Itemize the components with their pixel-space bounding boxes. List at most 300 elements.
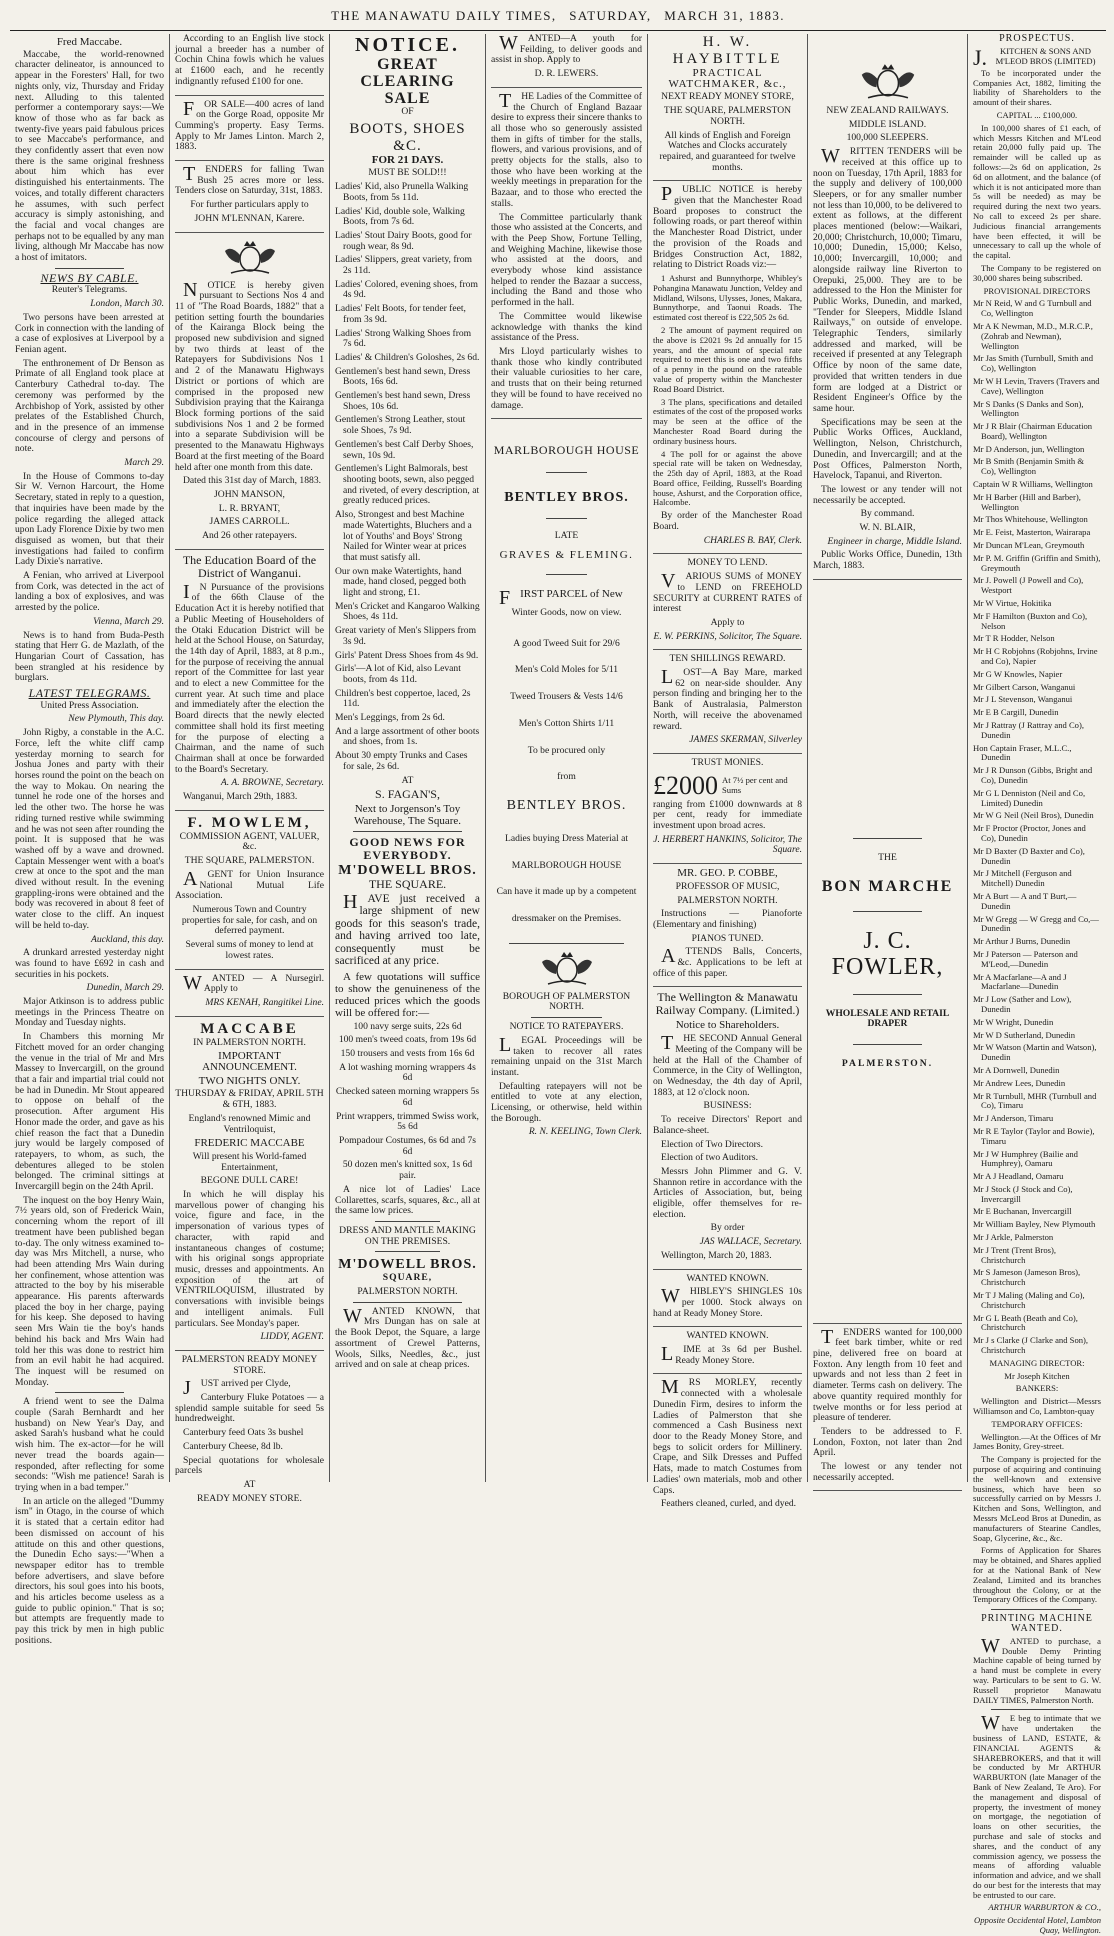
cable-item: In the House of Commons to-day Sir W. Vernon Harcourt, the Home Secretary, stated in reply to a question, that inquiries have been made by the police regarding the alleged attack upon Lady Florence Dixie by two men disguised as women, but that their investigations had failed to confirm Lady Dixie's narrative. xyxy=(15,470,164,568)
dungan-ad: WANTED KNOWN, that Mrs Dungan has on sale at the Book Depot, the Square, a large assortment of Crewel Patterns, Wools, Silks, Needles, &c., just arrived and on sale at cheap prices. xyxy=(335,1304,480,1371)
divider xyxy=(853,911,922,912)
latest-item: In Chambers this morning Mr Fitchett moved for an order changing the venue in the trial of Mr and Mrs Massey to Invercargill, on the ground that a fair and impartial trial could not be had in Dunedin. Mr Stout appeared to oppose on behalf of the prosecution. After argument His Honor made the order, and gave as his chief reason the fact that a Dunedin jury would be largely composed of ratepayers, to whom, as such, the debentures alleged to be stolen belonged. The criminal sittings at Invercargill begin on the 24th April. xyxy=(15,1031,164,1193)
bon-marche-heading: BON MARCHE xyxy=(821,877,954,895)
list-item: Mr G W Knowles, Napier xyxy=(973,668,1063,679)
first-parcel: FIRST PARCEL of New xyxy=(499,587,623,610)
printing-heading: PRINTING MACHINE WANTED. xyxy=(981,1613,1093,1634)
pn-signature: CHARLES B. BAY, Clerk. xyxy=(703,534,802,546)
divider xyxy=(55,268,124,269)
morley-ad xyxy=(653,1378,802,1509)
divider xyxy=(853,994,922,995)
list-item: Mr J Stock (J Stock and Co), Invercargill xyxy=(973,1183,1073,1204)
mcdowell-palmerston: PALMERSTON NORTH. xyxy=(357,1286,458,1298)
divider xyxy=(55,1392,124,1393)
tenders-signature: JOHN M'LENNAN, Karere. xyxy=(194,212,305,224)
list-item: Mr W Watson (Martin and Watson), Dunedin xyxy=(973,1042,1097,1063)
mcdowell-price-list xyxy=(335,1022,480,1182)
borough-heading: BOROUGH OF PALMERSTON NORTH. xyxy=(502,990,631,1013)
education-place: Wanganui, March 29th, 1883. xyxy=(183,791,298,803)
list-item: Checked sateen morning wrappers 5s 6d xyxy=(335,1086,480,1108)
shingles-text: WHIBLEY'S SHINGLES 10s per 1000. Stock always on hand at Ready Money Store. xyxy=(653,1285,802,1319)
latest-item: A drunkard arrested yesterday night was found to have £692 in cash and securities in his pockets. xyxy=(15,947,164,980)
rms-special: Special quotations for wholesale parcels xyxy=(175,1454,324,1477)
columns xyxy=(10,32,1106,1936)
masthead xyxy=(10,6,1106,26)
bentley-late: LATE xyxy=(554,529,579,541)
list-item: Mr H C Robjohns (Robjohns, Irvine and Co), Napier xyxy=(973,646,1098,667)
list-item: Gentlemen's Light Balmorals, best shooting boots, sewn, also pegged and riveted, of every description, at greatly reduced prices. xyxy=(335,463,480,507)
list-item: Captain W R Williams, Wellington xyxy=(973,479,1093,490)
railway-order: By order xyxy=(710,1222,745,1234)
divider xyxy=(853,1044,922,1045)
list-item: Mr Andrew Lees, Dunedin xyxy=(973,1077,1066,1088)
bon-the: THE xyxy=(878,851,897,863)
mi-heading: MIDDLE ISLAND. xyxy=(848,118,927,130)
company-purpose: The Company is projected for the purpose of acquiring and continuing the well-known and extensive business, which have been so successfully carried on by Messrs J. Kitchen and Sons, Wellington, and Messrs McLeod Bros at Dunedin, as manufacturers of Stearine Candles, Soap, Glycerine, &c., &c. xyxy=(973,1454,1101,1543)
maccabe-ad-title: MACCABE xyxy=(200,1020,299,1037)
notice-petition-text: NOTICE is hereby given pursuant to Sections Nos 4 and 11 of "The Road Boards, 1882" that a petition setting fourth the boundaries of the Kairanga Block being the proposed new subdivision and signed by two thirds at least of the Ratepayers for Subdivisions Nos 1 and 2 of the Manawatu Highways District or portions of which are comprised in the proposed new Subdivision praying that the Kairanga Block forming portions of the said subdivisions Nos 1 and 2 be formed into a separate Subdivision will be presented to the Manawatu Highways Board at the first meeting of the Board held after one month from this date. xyxy=(175,278,324,473)
clearing-sale-heading: GREAT CLEARING SALE xyxy=(360,56,455,107)
royal-crest-icon xyxy=(175,237,324,277)
list-item: Mr W Wright, Dunedin xyxy=(973,1016,1054,1027)
marlborough-heading-2: MARLBOROUGH HOUSE xyxy=(511,859,622,871)
trust-rate: At 7½ per cent and Sums xyxy=(722,774,788,795)
list-item: Mr F Hamilton (Buxton and Co), Nelson xyxy=(973,610,1088,631)
list-item: Great variety of Men's Slippers from 3s 9d. xyxy=(335,625,477,647)
pn-item: 1 Ashurst and Bunnythorpe, Whibley's Pohangina Manawatu Junction, Veldey and Midland, Wilsons, Ulysses, Jones, Makara, Bunnythorpe, and Taonui Roads. The estimated cost thereof is £22,505 2s 6d. xyxy=(653,272,802,323)
bazaar-thanks xyxy=(491,89,642,419)
public-notice: PUBLIC NOTICE is hereby given that the Manchester Road Board proposes to construct the following roads, or part thereof within the Manchester Road District, under the provision of the Roads and Bridges Construction Act, 1882, relating to District Roads viz:— xyxy=(653,183,802,271)
land-sale-text: FOR SALE—400 acres of land on the Gorge Road, opposite Mr Cumming's property. Easy Terms. Apply to Mr James Linton. March 2, 1883. xyxy=(175,97,324,153)
column-2 xyxy=(170,33,330,1504)
friend-paragraph: A friend went to see the Dalma couple (Sarah Bernhardt and her husband) on New Year's Day, and asked Sarah's husband what he could wish him. The ex-actor—for he will never tread the boards again—responded, after reflecting for some seconds: "Wish me patience! Sarah is trying when in a bad temper." xyxy=(15,1396,164,1493)
haybittle-name: H. W. HAYBITTLE xyxy=(672,34,783,67)
list-item: Ladies' Felt Boots, for tender feet, from 3s 9d. xyxy=(335,303,466,325)
cobbe-prof: PROFESSOR OF MUSIC, xyxy=(675,880,780,892)
list-item: Mr Gilbert Carson, Wanganui xyxy=(973,681,1076,692)
list-item: Mr J W Humphrey (Bailie and Humphrey), Oamaru xyxy=(973,1148,1078,1169)
money-signature: E. W. PERKINS, Solicitor, The Square. xyxy=(653,630,802,642)
list-item: Ladies' Kid, also Prunella Walking Boots, from 5s 11d. xyxy=(335,181,469,203)
list-item: Mr E B Cargill, Dunedin xyxy=(973,707,1059,718)
cobbe-tuned: PIANOS TUNED. xyxy=(691,932,764,944)
notice-signature: JAMES CARROLL. xyxy=(209,516,290,528)
nzr-heading: NEW ZEALAND RAILWAYS. xyxy=(826,105,949,116)
divider xyxy=(546,472,587,473)
haybittle-watch: PRACTICAL WATCHMAKER, &c., xyxy=(668,67,787,90)
latest-item: The inquest on the boy Henry Wain, 7½ years old, son of Frederick Wain, concerning whom the report of ill treatment have been published began to-day. The only witness examined to-day was Mrs Mitchell, a nurse, who had been attending Mrs Wain during her confinement, whose attention was attracted to the boy by his miserable appearance. His parents afterwards placed the boy in her charge, paying for his keep. She deposed to having seen Mrs Wain tie the boy's hands behind his back and Mrs Wain had told her this was done to restrict him from an evil habit he had acquired. The inquest will be resumed on Monday. xyxy=(15,1194,164,1388)
bark-address: Tenders to be addressed to F. London, Foxton, not later than 2nd April. xyxy=(813,1425,962,1459)
notice-heading: NOTICE. xyxy=(355,34,460,56)
notice-signature: L. R. BRYANT, xyxy=(218,502,281,514)
railways-tender-ad xyxy=(813,106,962,580)
maccabe-ad-agent: LIDDY, AGENT. xyxy=(260,1331,324,1343)
railway-title: The Wellington & Manawatu Railway Company. (Limited.) xyxy=(655,990,800,1018)
bentley-heading-2: BENTLEY BROS. xyxy=(506,797,627,813)
railway-date: Wellington, March 20, 1883. xyxy=(661,1249,772,1261)
latest-item: John Rigby, a constable in the A.C. Force, left the white cliff camp yesterday morning to search for Joshua Jones and party with their horses round the point on the beach on the way to Mokau. On nearing the tunnel he rode one of the horses and led the other two. The horse he was riding turned restive while swimming and he was not seen after rounding the point. It is supposed that he was washed off by a wave and drowned. Captain Messenger went with a boat's crew at once to the spot and the man dived without result. In the evening grappling-irons were obtained and the body was recovered in about 8 feet of water close to the cliff. An inquest will be held to-day. xyxy=(15,727,164,931)
list-item: Mr W Gregg — W Gregg and Co,—Dunedin xyxy=(973,913,1099,934)
bazaar-para: The Committee would likewise acknowledge with thanks the kind assistance of the Press. xyxy=(491,310,642,344)
list-item: Mr E Buchanan, Invercargill xyxy=(973,1206,1072,1217)
money-heading: MONEY TO LEND. xyxy=(687,557,768,569)
boots-heading: BOOTS, SHOES &C. xyxy=(349,120,466,154)
divider xyxy=(546,518,587,519)
railway-b: To receive Directors' Report and Balance-sheet. xyxy=(653,1114,802,1136)
list-item: Hon Captain Fraser, M.L.C., Dunedin xyxy=(973,742,1072,763)
maccabe-title: Fred Maccabe. xyxy=(56,36,123,48)
prospectus-heading: PROSPECTUS. xyxy=(999,33,1075,44)
company-name: KITCHEN & SONS AND M'LEOD BROS (LIMITED) xyxy=(995,45,1096,66)
mcdowell-heading-2: M'DOWELL BROS. xyxy=(338,1257,477,1273)
list-item: Mr G L Denniston (Neil and Co, Limited) Dunedin xyxy=(973,787,1086,808)
list-item: Mr J Mitchell (Ferguson and Mitchell) Dunedin xyxy=(973,868,1072,889)
divider xyxy=(546,574,587,575)
divider xyxy=(531,1017,602,1018)
list-item: Ladies' Colored, evening shoes, from 4s 9d. xyxy=(335,278,478,301)
trust-monies-ad xyxy=(653,758,802,864)
mowlem-role: COMMISSION AGENT, VALUER, &c. xyxy=(179,830,320,853)
maccabe-ad xyxy=(175,1021,324,1351)
cable-title: NEWS BY CABLE. xyxy=(40,270,139,285)
price-line: A good Tweed Suit for 29/6 xyxy=(513,637,620,649)
fagan-at: AT xyxy=(401,774,414,786)
list-item: Mr A Dornwell, Dunedin xyxy=(973,1064,1060,1075)
divider xyxy=(353,831,462,832)
list-item: Mr H Barber (Hill and Barber), Wellington xyxy=(973,491,1081,512)
list-item: Gentlemen's Strong Leather, stout sole Shoes, 7s 9d. xyxy=(335,414,466,437)
price-line: Tweed Trousers & Vests 14/6 xyxy=(510,691,623,703)
md-heading: MANAGING DIRECTOR: xyxy=(989,1357,1085,1368)
lime-ad xyxy=(653,1331,802,1374)
list-item: Mr G L Beath (Beath and Co), Christchurch xyxy=(973,1312,1078,1333)
defaulting: Defaulting ratepayers will not be entitled to vote at any election, Licensing, or otherwise, held within the Borough. xyxy=(491,1080,642,1124)
list-item: Children's best coppertoe, laced, 2s 11d. xyxy=(335,687,471,710)
fowler-name: J. C. FOWLER, xyxy=(831,927,944,980)
bentley-heading: BENTLEY BROS. xyxy=(504,489,629,505)
list-item: Mr S Jameson (Jameson Bros), Christchurch xyxy=(973,1267,1081,1288)
education-signature: A. A. BROWNE, Secretary. xyxy=(220,777,324,789)
money-to-lend-ad xyxy=(653,558,802,650)
winter-goods: Winter Goods, now on view. xyxy=(511,607,622,619)
temp-heading: TEMPORARY OFFICES: xyxy=(991,1418,1083,1429)
wanted-known: WANTED KNOWN. xyxy=(686,1330,769,1342)
list-item: Mr B Smith (Benjamin Smith & Co), Wellington xyxy=(973,456,1085,477)
list-item: Mr T R Hodder, Nelson xyxy=(973,633,1055,644)
list-item: Mr T J Maling (Maling and Co), Christchurch xyxy=(973,1290,1085,1310)
bazaar-para: Mrs Lloyd particularly wishes to thank those who kindly contributed their valuable curiosities to her care, and trusts that on their being returned they will be found to have received no damage. xyxy=(491,345,642,411)
cable-reuter: Reuter's Telegrams. xyxy=(51,284,128,296)
capital: CAPITAL ... £100,000. xyxy=(996,109,1078,120)
price-line: Men's Cold Moles for 5/11 xyxy=(514,664,619,676)
list-item: Mr W G Neil (Neil Bros), Dunedin xyxy=(973,810,1094,821)
list-item: Mr D Baxter (D Baxter and Co), Dunedin xyxy=(973,845,1085,866)
procured-only: To be procured only xyxy=(527,744,606,756)
list-item: Mr E. Feist, Masterton, Wairarapa xyxy=(973,527,1091,538)
lime-text: LIME at 3s 6d per Bushel. Ready Money Store. xyxy=(661,1343,802,1366)
money-body: VARIOUS SUMS of MONEY to LEND on FREEHOLD SECURITY at CURRENT RATES of interest xyxy=(653,570,802,615)
trust-amount-row xyxy=(653,772,802,800)
ratepayers-heading: NOTICE TO RATEPAYERS. xyxy=(509,1021,624,1033)
list-item: Mr J Arkle, Palmerston xyxy=(973,1232,1054,1243)
directors-list xyxy=(973,299,1101,1356)
spacer xyxy=(813,584,962,834)
written-tenders: WRITTEN TENDERS will be received at this office up to noon on Tuesday, 17th April, 1883 for the supply and delivery of 100,000 Sleepers, or for any smaller number not less than 10,000, to be delivered to extent as follows, at the different places mentioned (below:—Waikari, 20,000; Christchurch, 10,000; Timaru, 10,000; Dunedin, 15,000; Kelso, 10,000; Invercargill, 10,000; and alongside railway line Riverton to Orepuki, 25,000. They are to be addressed to the Hon the Minister for Public Works, Dunedin, and marked, "Tender for Sleepers, Middle Island Railways," on outside of envelope. Telegraphic Tenders, similarly addressed and marked, will be received if presented at any Telegraph Office by noon of the same date, provided that written tenders in due form are lodged at a District or Resident Engineer's Office by the same hour. xyxy=(813,145,962,414)
latest-dateline: Dunedin, March 29. xyxy=(86,982,164,994)
royal-crest-icon xyxy=(813,60,962,102)
list-item: Gentlemen's best Calf Derby Shoes, sewn, 10s 9d. xyxy=(335,438,474,461)
company-name-row xyxy=(973,44,1101,70)
mowlem-ad xyxy=(175,815,324,970)
trust-heading: TRUST MONIES. xyxy=(691,756,764,768)
railway-retire: Messrs John Plimmer and G. V. Shannon retire in accordance with the Articles of Association, but, being eligible, offer themselves for re-election. xyxy=(653,1165,802,1220)
list-item: Mr W Virtue, Hokitika xyxy=(973,598,1052,609)
cable-item: News is to hand from Buda-Pesth stating that Herr G. de Mazlath, of the Hungarian Court of Cassation, has been strangled at his residence by burglars. xyxy=(15,629,164,684)
tenders-ad xyxy=(175,165,324,233)
masthead-date: MARCH 31, 1883. xyxy=(664,8,785,23)
boots-price-list xyxy=(335,182,480,772)
list-item: Men's Cricket and Kangaroo Walking Shoes, 4s 11d. xyxy=(335,600,480,623)
dress-making: DRESS AND MANTLE MAKING ON THE PREMISES. xyxy=(339,1224,476,1247)
tenders-apply: For further particulars apply to xyxy=(190,199,309,211)
list-item: Mr J Trent (Trent Bros), Christchurch xyxy=(973,1244,1057,1265)
pn-item: 4 The poll for or against the above special rate will be taken on Wednesday, the 25th day of April, 1883, at the Road Board office, Feilding, Russell's Boarding house, Ashurst, and the Corporation office, Halcombe. xyxy=(653,448,802,508)
rms-title: PALMERSTON READY MONEY STORE. xyxy=(181,1353,318,1376)
spacer xyxy=(813,1073,962,1323)
list-item: Gentlemen's best hand sewn, Dress Shoes, 10s 6d. xyxy=(335,390,471,412)
ladies-buying: Ladies buying Dress Material at xyxy=(504,832,629,844)
maccabe-ad-announce: IMPORTANT ANNOUNCEMENT. xyxy=(202,1050,297,1074)
haybittle-ad xyxy=(653,34,802,181)
railway-b: Election of Two Directors. xyxy=(661,1138,763,1150)
list-item: Mr R Turnbull, MHR (Turnbull and Co), Timaru xyxy=(973,1090,1097,1111)
railway-ad xyxy=(653,991,802,1269)
bankers-body: Wellington and District—Messrs Williamson and Co, Lambton-quay xyxy=(973,1396,1101,1417)
latest-assoc: United Press Association. xyxy=(40,699,139,711)
list-item: Mr J Paterson — Paterson and M'Leod,—Dunedin xyxy=(973,948,1078,969)
capital-body: In 100,000 shares of £1 each, of which Messrs Kitchen and M'Leod retain 20,000 fully paid up. The remainder will be called up as follows:—2s 6d on application, 2s 6d on allotment, and the balance (of which it is not anticipated more than 5s will be needed) as may be required during the next two years. No call to exceed 2s per share. Judicious financial arrangements have been effected, it will be unnecessary to call up the whole of the capital. xyxy=(973,122,1101,261)
railway-share: Notice to Shareholders. xyxy=(675,1019,780,1032)
cochin-ad xyxy=(175,34,324,96)
temp-body: Wellington.—At the Offices of Mr James Bonity, Grey-street. xyxy=(973,1431,1101,1452)
maccabe-ad-show: BEGONE DULL CARE! xyxy=(200,1175,299,1187)
fagan-address: Next to Jorgenson's Toy Warehouse, The Square. xyxy=(353,802,462,827)
list-item: And a large assortment of other boots and shoes, from 1s. xyxy=(335,725,480,748)
column-4 xyxy=(486,34,648,1482)
dressmaker: dressmaker on the Premises. xyxy=(511,913,622,925)
list-item: 100 navy serge suits, 22s 6d xyxy=(353,1020,462,1032)
good-news-heading: GOOD NEWS FOR EVERYBODY. xyxy=(349,834,466,862)
railway-second: THE SECOND Annual General Meeting of the Company will be held at the Hall of the Chamber of Commerce, in the City of Wellington, on Wednesday, the 4th day of April, 1883, at 12 o'clock noon. xyxy=(653,1032,802,1098)
shingles-ad xyxy=(653,1274,802,1328)
mowlem-agent: AGENT for Union Insurance National Mutual Life Association. xyxy=(175,867,324,902)
cable-item: The enthronement of Dr Benson as Primate of all England took place at Canterbury Cathedral to-day. The ceremony was performed by the Archbishop of York, assisted by other prelates of the Established Church, and in the presence of an immense concourse of clergy and persons of note. xyxy=(15,357,164,455)
bark-lowest: The lowest or any tender not necessarily accepted. xyxy=(813,1461,962,1483)
list-item: About 30 empty Trunks and Cases for sale, 2s 6d. xyxy=(335,750,468,772)
list-item: Gentlemen's best hand sewn, Dress Boots, 16s 6d. xyxy=(335,365,471,388)
divider xyxy=(853,838,922,839)
pn-item: 2 The amount of payment required on the above is £2021 9s 2d annually for 15 years, and the amount of special rate required to meet this is one and two fifths of a penny in the pound on the rateable value of property within the Manchester Road Board District. xyxy=(653,324,802,394)
list-item: Men's Leggings, from 2s 6d. xyxy=(335,712,445,724)
list-item: Mr J s Clarke (J Clarke and Son), Christchurch xyxy=(973,1335,1089,1356)
reward-signature: JAMES SKERMAN, Silverley xyxy=(689,734,802,746)
trust-signature: J. HERBERT HANKINS, Solicitor, The Square. xyxy=(653,833,802,856)
capital-2: The Company to be registered on 30,000 shares being subscribed. xyxy=(973,262,1101,283)
list-item: Mr S Danks (S Danks and Son), Wellington xyxy=(973,398,1084,419)
dummy-paragraph: In an article on the alleged "Dummy ism" in Otago, in the course of which it is stated that a certain editor had been dismissed on account of his attitude on this and other questions, the Dunedin Echo says:—"When a newspaper editor has to tremble before advertisers, and slave before directors, his soul goes into his boots, and his articles become useless as a guide to public opinion." That is so; but attempts are frequently made to pay this trick by men in high public positions. xyxy=(15,1495,164,1646)
list-item: Girls'—A lot of Kid, also Levant boots, from 4s 11d. xyxy=(335,663,461,685)
list-item: 50 dozen men's knitted sox, 1s 6d pair. xyxy=(342,1159,473,1182)
mcdowell-lace: A nice lot of Ladies' Lace Collarettes, scarfs, squares, &c., all at the same low prices. xyxy=(335,1183,480,1217)
cobbe-instr: Instructions — Pianoforte (Elementary and finishing) xyxy=(653,908,802,930)
list-item: Mr J R Dunson (Gibbs, Bright and Co), Dunedin xyxy=(973,765,1093,785)
blair-title: Engineer in charge, Middle Island. xyxy=(827,535,962,547)
mcdowell-square: THE SQUARE. xyxy=(368,876,447,891)
divider xyxy=(991,1709,1083,1710)
bankers-heading: BANKERS: xyxy=(1015,1383,1059,1394)
sale-of: OF xyxy=(401,106,414,117)
ready-money-store-ad xyxy=(175,1355,324,1504)
list-item: Mr William Bayley, New Plymouth xyxy=(973,1219,1096,1230)
mowlem-properties: Numerous Town and Country properties for sale, for cash, and on deferred payment. xyxy=(181,904,318,937)
list-item: Mr A K Newman, M.D., M.R.C.P., (Zohrab and Newman), Wellington xyxy=(973,320,1093,351)
list-item: 150 trousers and vests from 16s 6d xyxy=(340,1048,475,1060)
list-item: Ladies' & Children's Goloshes, 2s 6d. xyxy=(335,351,480,363)
list-item: Mr Jas Smith (Turnbull, Smith and Co), Wellington xyxy=(973,353,1094,374)
list-item: Mr J Anderson, Timaru xyxy=(973,1113,1054,1124)
maccabe-ad-present: Will present his World-famed Entertainment, xyxy=(192,1150,307,1173)
mcdowell-heading: M'DOWELL BROS. xyxy=(338,862,477,878)
price-line: Men's Cotton Shirts 1/11 xyxy=(518,717,615,729)
marlborough-heading: MARLBOROUGH HOUSE xyxy=(493,443,640,458)
legal-proceedings: LEGAL Proceedings will be taken to recover all rates remaining unpaid on the 31st March instant. xyxy=(491,1033,642,1078)
cobbe-attends: ATTENDS Balls, Concerts, &c. Applications to be left at office of this paper. xyxy=(653,945,802,979)
haybittle-square: THE SQUARE, PALMERSTON NORTH. xyxy=(663,105,792,127)
list-item: Mr J Low (Sather and Low), Dunedin xyxy=(973,994,1072,1014)
company-forms: Forms of Application for Shares may be obtained, and Shares applied for at the National Bank of New Zealand, Limited and its branches throughout the Colony, or at the Temporary Offices of the Company. xyxy=(973,1545,1101,1605)
column-6 xyxy=(808,34,968,1482)
list-item: Ladies' Slippers, great variety, from 2s 11d. xyxy=(335,254,472,277)
lowest-tender: The lowest or any tender will not necessarily be accepted. xyxy=(813,483,962,506)
list-item: Mr D Anderson, jun, Wellington xyxy=(973,443,1085,454)
warburton-body: WE beg to intimate that we have undertaken the business of LAND, ESTATE, & FINANCIAL AGENTS & SHAREBROKERS, and that it will be conducted by Mr ARTHUR WARBURTON (late Manager of the Bank of New Zealand, Te Aro). For the management and disposal of property, the investment of money on mortgage, the negotiation of loans on other securities, the purchase and sale of stocks and shares, and the conduct of any commission agency, we possess the means of affording valuable information and advice, and we shall do our best for the interests that may be entrusted to our care. xyxy=(973,1712,1101,1900)
youth-wanted-signature: D. R. LEWERS. xyxy=(534,68,599,80)
list-item: Mr R E Taylor (Taylor and Bowie), Timaru xyxy=(973,1125,1095,1146)
list-item: Girls' Patent Dress Shoes from 4s 9d. xyxy=(335,649,479,661)
cable-dateline: Vienna, March 29. xyxy=(93,615,164,627)
notice-date: Dated this 31st day of March, 1883. xyxy=(183,475,322,487)
md-name: Mr Joseph Kitchen xyxy=(1004,1370,1070,1381)
mcdowell-quotations: A few quotations will suffice to show the genuineness of the reduced prices which the goods will be offered for:— xyxy=(335,970,480,1019)
rms-cheese: Canterbury Cheese, 8d lb. xyxy=(183,1440,283,1452)
list-item: Our own make Watertights, hand made, hand closed, pegged both light and strong, £1. xyxy=(335,565,467,599)
cable-dateline: London, March 30. xyxy=(90,298,164,310)
list-item: Mr J L Stevenson, Wanganui xyxy=(973,694,1073,705)
mowlem-name: F. MOWLEM, xyxy=(187,814,312,831)
list-item: Ladies' Kid, double sole, Walking Boots, from 7s 6d. xyxy=(335,205,465,228)
warburton-address: Opposite Occidental Hotel, Lambton Quay, Wellington. xyxy=(974,1915,1101,1936)
reward-heading: TEN SHILLINGS REWARD. xyxy=(669,653,786,665)
list-item: Mr N Reid, W and G Turnbull and Co, Wellington xyxy=(973,298,1092,319)
haybittle-next: NEXT READY MONEY STORE, xyxy=(661,91,794,103)
railway-business: BUSINESS: xyxy=(703,1100,752,1112)
column-3 xyxy=(330,34,486,1482)
list-item: Pompadour Costumes, 6s 6d and 7s 6d xyxy=(339,1135,476,1157)
latest-dateline: Auckland, this day. xyxy=(90,933,164,945)
list-item: Also, Strongest and best Machine made Watertights, Bluchers and a lot of Youths' and Boys' Strong Nailed for Winter wear at prices that must satisfy all. xyxy=(335,509,472,563)
cochin-text: According to an English live stock journal a breeder has a number of Cochin China fowls which he values at £1600 each, and he recently indignantly refused £100 for one. xyxy=(175,33,324,87)
directors-heading: PROVISIONAL DIRECTORS xyxy=(983,285,1091,296)
rms-potatoes: Canterbury Fluke Potatoes — a splendid sample suitable for seed 5s hundredweight. xyxy=(175,1392,324,1425)
specifications: Specifications may be seen at the Public Works Offices, Auckland, Wellington, Nelson, Christchurch, Dunedin, and Invercargill; and at the Post Offices, Palmerston North, Havelock, Tapanui, and Riverton. xyxy=(813,416,962,482)
maccabe-ad-dates: THURSDAY & FRIDAY, APRIL 5TH & 6TH, 1883. xyxy=(175,1088,324,1111)
town-clerk-signature: R. N. KEELING, Town Clerk. xyxy=(528,1126,642,1138)
manchester-road-notice xyxy=(653,185,802,554)
rms-store: READY MONEY STORE. xyxy=(197,1492,302,1504)
latest-title: LATEST TELEGRAMS. xyxy=(28,686,151,701)
nursegirl-signature: MRS KENAH, Rangitikei Line. xyxy=(205,996,324,1008)
list-item: Ladies' Stout Dairy Boots, good for rough wear, 8s 9d. xyxy=(335,229,472,252)
list-item: A lot washing morning wrappers 4s 6d xyxy=(339,1061,476,1084)
company-intro: To be incorporated under the Companies Act, 1882, limiting the liability of Shareholders to the amount of their shares. xyxy=(973,67,1101,108)
list-item: Mr J Rattray (J Rattray and Co), Dunedin xyxy=(973,720,1084,740)
sleepers-heading: 100,000 SLEEPERS. xyxy=(846,132,929,144)
warburton-name: ARTHUR WARBURTON & CO., xyxy=(988,1902,1101,1913)
list-item: Ladies' Strong Walking Shoes from 7s 6d. xyxy=(335,327,472,350)
rms-at: AT xyxy=(243,1478,256,1490)
spacer xyxy=(491,423,642,445)
notice-petition-ad xyxy=(175,278,324,550)
divider xyxy=(375,1251,440,1252)
divider xyxy=(353,1302,462,1303)
wanted-known: WANTED KNOWN. xyxy=(686,1272,769,1284)
maccabe-ad-nights: TWO NIGHTS ONLY. xyxy=(198,1074,301,1087)
latest-dateline: New Plymouth, This day. xyxy=(68,713,164,725)
printing-body: WANTED to purchase, a Double Demy Printing Machine capable of being turned by a hand must be complete in every way. Particulars to be sent to G. W. Russell proprietor Manawatu DAILY TIMES, Palmerston North. xyxy=(973,1634,1101,1705)
fagan-name: S. FAGAN'S, xyxy=(375,787,440,802)
fowler-palmerston: PALMERSTON. xyxy=(841,1057,934,1069)
list-item: Mr A J Headland, Oamaru xyxy=(973,1171,1064,1182)
divider xyxy=(509,943,624,944)
list-item: Mr A Burt — A and T Burt,—Dunedin xyxy=(973,890,1077,911)
reward-ad xyxy=(653,654,802,754)
haybittle-clocks: All kinds of English and Foreign Watches and Clocks accurately repaired, and guaranteed for twelve months. xyxy=(659,129,796,173)
nursegirl-ad xyxy=(175,971,324,1017)
by-command: By command. xyxy=(860,508,915,520)
cable-dateline: March 29. xyxy=(124,457,164,469)
column-1 xyxy=(10,34,170,1646)
pn-order: By order of the Manchester Road Board. xyxy=(653,510,802,532)
land-sale-ad xyxy=(175,97,324,162)
divider xyxy=(991,1609,1083,1610)
mowlem-money: Several sums of money to lend at lowest rates. xyxy=(185,939,314,961)
maccabe-ad-place: IN PALMERSTON NORTH. xyxy=(193,1036,306,1048)
reward-body: LOST—A Bay Mare, marked 62 on near-side shoulder. Any person finding and bringing her to the Bank of Australasia, Palmerston North, will receive the abovenamed reward. xyxy=(653,666,802,732)
morley-text: MRS MORLEY, recently connected with a wholesale Dunedin Firm, desires to inform the Ladies of Palmerston that she commenced a Cash Business next door to the Ready Money Store, and begs to solicit orders for Millinery. Crape, and Silk Dresses and Puffed Hats, made to match Costumes from Ladies' own materials, mob and other Caps. xyxy=(653,1376,802,1496)
list-item: Print wrappers, trimmed Swiss work, 5s 6d xyxy=(336,1110,479,1133)
days-heading: FOR 21 DAYS. xyxy=(371,153,444,166)
youth-wanted-text: WANTED—A youth for Feilding, to deliver goods and assist in shop. Apply to xyxy=(491,32,642,66)
maccabe-ad-mimic: England's renowned Mimic and Ventriloquist, xyxy=(188,1112,311,1135)
maccabe-body: Maccabe, the world-renowned character delineator, is announced to appear in the Foresters' Hall, for two nights only, viz, Thursday and Friday next. Alluding to this talented performer a contemporary says:—We know of those who as far back as twenty-five years paid fabulous prices to see Maccabe's performance, and they confidently assert that even now there is the same original freshness about him which has ever distinguished his entertainments. The voices, and totally different characters he assumes, with such perfect accuracy is simply astonishing, and the facial and vocal changes are perhaps not to be equalled by any man living, although Mr Maccabe has now a host of imitators. xyxy=(15,48,164,264)
nursegirl-text: WANTED — A Nursegirl. Apply to xyxy=(183,971,324,995)
list-item: Mr F Proctor (Proctor, Jones and Co), Dunedin xyxy=(973,823,1086,843)
bark-timber-ad xyxy=(813,1323,962,1492)
latest-item: Major Atkinson is to address public meetings in the Princess Theatre on Monday and Tuesday nights. xyxy=(15,996,164,1029)
maccabe-ad-name: FREDERIC MACCABE xyxy=(194,1137,305,1150)
bazaar-para: The Committee particularly thank those who assisted at the Concerts, and with the Peep Show, Fortune Telling, and Weighing Machine, likewise those who assisted at the doors, and everybody whose kind assistance helped to render the Bazaar a success, including the Band and those who performed in the hall. xyxy=(491,211,642,309)
list-item: Mr Arthur J Burns, Dunedin xyxy=(973,936,1071,947)
